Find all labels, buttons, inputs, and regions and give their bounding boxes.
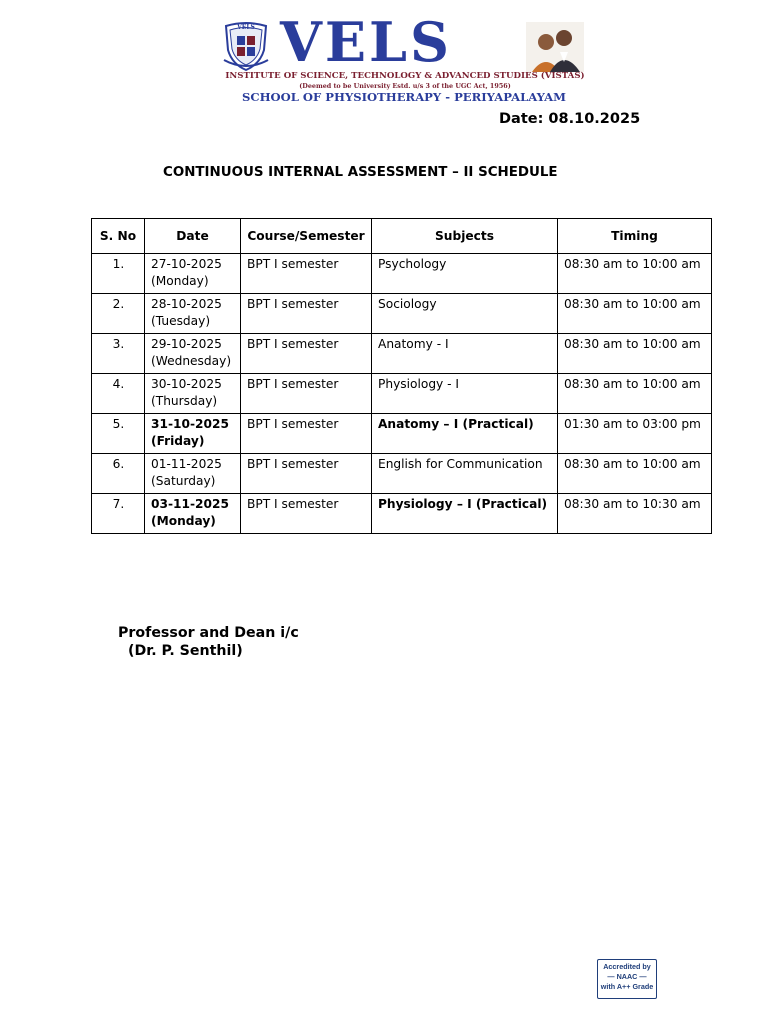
- table-row: [92, 414, 712, 454]
- assessment-schedule-table: [91, 218, 712, 534]
- cell-timing: 01:30 am to 03:00 pm: [558, 414, 712, 454]
- cell-course: BPT I semester: [241, 334, 372, 374]
- naac-line-2: — NAAC —: [607, 972, 647, 981]
- emblem-label: VELS: [237, 24, 255, 31]
- table-header-row: [92, 219, 712, 254]
- exam-day: (Monday): [151, 514, 216, 528]
- signatory-block: [118, 624, 299, 660]
- table-row: [92, 254, 712, 294]
- document-title: CONTINUOUS INTERNAL ASSESSMENT – II SCHEDULE: [163, 165, 558, 180]
- cell-course: BPT I semester: [241, 254, 372, 294]
- naac-line-1: Accredited by: [603, 962, 651, 971]
- table-row: [92, 494, 712, 534]
- school-name: SCHOOL OF PHYSIOTHERAPY - PERIYAPALAYAM: [241, 90, 567, 104]
- exam-date: 03-11-2025: [151, 497, 229, 511]
- institute-name: INSTITUTE OF SCIENCE, TECHNOLOGY & ADVANCED STUDIES (VISTAS): [225, 71, 585, 81]
- exam-date: 27-10-2025: [151, 257, 222, 271]
- table-row: [92, 454, 712, 494]
- cell-date: [145, 374, 241, 414]
- cell-timing: 08:30 am to 10:00 am: [558, 374, 712, 414]
- column-header-course: Course/Semester: [241, 219, 372, 254]
- document-date: Date: 08.10.2025: [499, 111, 641, 127]
- cell-sno: 1.: [92, 254, 145, 294]
- exam-date: 29-10-2025: [151, 337, 222, 351]
- cell-timing: 08:30 am to 10:00 am: [558, 334, 712, 374]
- table-row: [92, 294, 712, 334]
- column-header-date: Date: [145, 219, 241, 254]
- signatory-name: (Dr. P. Senthil): [128, 643, 243, 659]
- cell-sno: 3.: [92, 334, 145, 374]
- exam-day: (Tuesday): [151, 314, 211, 328]
- column-header-subjects: Subjects: [372, 219, 558, 254]
- naac-badge-text: [595, 962, 659, 992]
- cell-course: BPT I semester: [241, 414, 372, 454]
- cell-date: [145, 294, 241, 334]
- table-row: [92, 334, 712, 374]
- cell-course: BPT I semester: [241, 374, 372, 414]
- cell-timing: 08:30 am to 10:00 am: [558, 454, 712, 494]
- naac-line-3: with A++ Grade: [600, 982, 654, 991]
- naac-accreditation-badge: [595, 959, 659, 1000]
- cell-subject: Anatomy – I (Practical): [372, 414, 558, 454]
- cell-timing: 08:30 am to 10:00 am: [558, 294, 712, 334]
- institution-letterhead: [188, 10, 598, 106]
- signatory-title: Professor and Dean i/c: [118, 625, 299, 641]
- cell-course: BPT I semester: [241, 494, 372, 534]
- cell-sno: 7.: [92, 494, 145, 534]
- institution-brand-name: VELS: [280, 10, 453, 74]
- founders-photo: [526, 22, 584, 72]
- exam-day: (Wednesday): [151, 354, 232, 368]
- cell-subject: Sociology: [372, 294, 558, 334]
- exam-day: (Saturday): [151, 474, 216, 488]
- exam-date: 28-10-2025: [151, 297, 222, 311]
- cell-timing: 08:30 am to 10:00 am: [558, 254, 712, 294]
- cell-sno: 6.: [92, 454, 145, 494]
- exam-date: 30-10-2025: [151, 377, 222, 391]
- cell-subject: Physiology – I (Practical): [372, 494, 558, 534]
- exam-day: (Friday): [151, 434, 205, 448]
- cell-sno: 4.: [92, 374, 145, 414]
- cell-subject: Physiology - I: [372, 374, 558, 414]
- column-header-timing: Timing: [558, 219, 712, 254]
- cell-date: [145, 454, 241, 494]
- exam-date: 01-11-2025: [151, 457, 222, 471]
- cell-sno: 2.: [92, 294, 145, 334]
- cell-date: [145, 334, 241, 374]
- cell-course: BPT I semester: [241, 454, 372, 494]
- cell-subject: English for Communication: [372, 454, 558, 494]
- exam-date: 31-10-2025: [151, 417, 229, 431]
- exam-day: (Thursday): [151, 394, 218, 408]
- institution-emblem-icon: [220, 20, 272, 72]
- cell-date: [145, 414, 241, 454]
- cell-course: BPT I semester: [241, 294, 372, 334]
- deemed-university-note: (Deemed to be University Estd. u/s 3 of the UGC Act, 1956): [299, 82, 511, 90]
- exam-day: (Monday): [151, 274, 209, 288]
- column-header-sno: S. No: [92, 219, 145, 254]
- cell-date: [145, 494, 241, 534]
- table-row: [92, 374, 712, 414]
- cell-subject: Anatomy - I: [372, 334, 558, 374]
- cell-date: [145, 254, 241, 294]
- cell-sno: 5.: [92, 414, 145, 454]
- cell-subject: Psychology: [372, 254, 558, 294]
- cell-timing: 08:30 am to 10:30 am: [558, 494, 712, 534]
